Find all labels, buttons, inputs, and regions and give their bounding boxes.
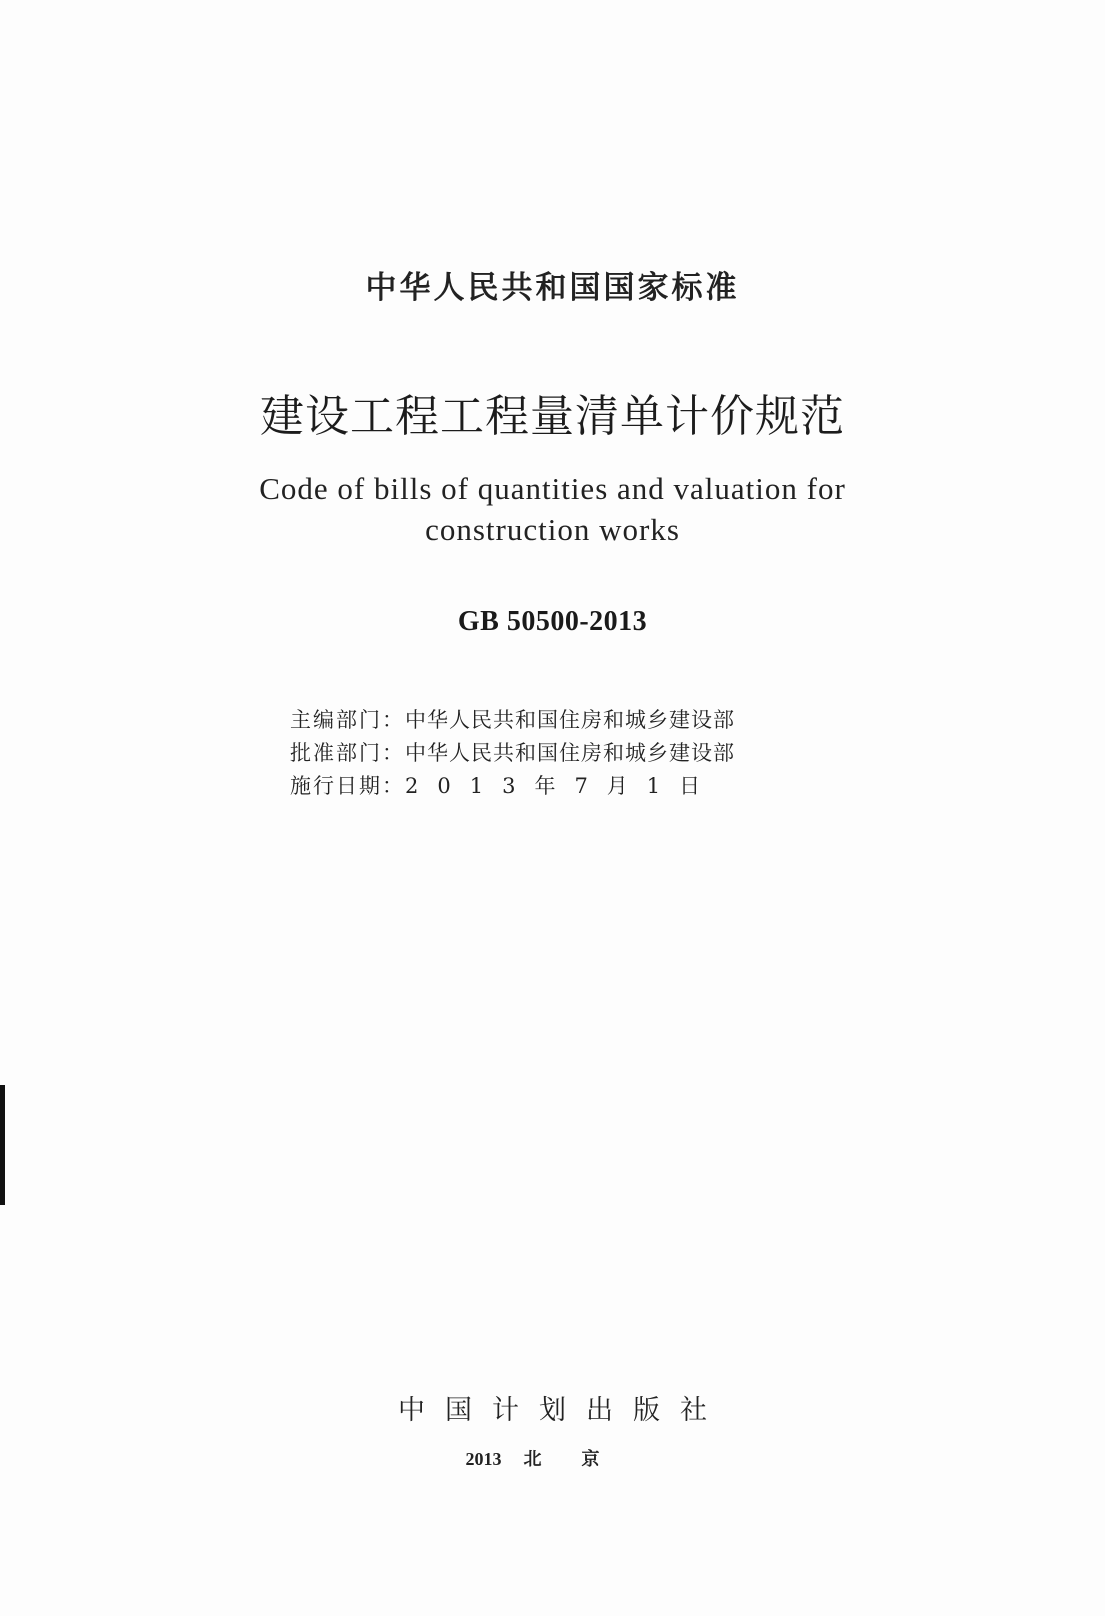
- meta-row-editor: [290, 702, 735, 735]
- scan-edge-mark: [0, 1085, 5, 1205]
- imprint-year: 2013: [465, 1449, 502, 1469]
- publisher-name: 中国计划出版社: [398, 1395, 727, 1426]
- standard-series-heading: 中华人民共和国国家标准: [365, 270, 740, 306]
- meta-value: 中华人民共和国住房和城乡建设部: [405, 707, 735, 732]
- title-english-line-2: construction works: [425, 512, 680, 547]
- meta-label: 施行日期：: [290, 773, 405, 798]
- meta-label: 批准部门：: [290, 740, 405, 765]
- title-english-line-1: Code of bills of quantities and valuation for: [259, 471, 846, 506]
- meta-row-effective-date: [290, 768, 735, 801]
- meta-value: 2013年7月1日: [405, 773, 720, 798]
- publication-meta: [290, 702, 735, 801]
- standard-code: GB 50500-2013: [457, 606, 648, 637]
- meta-value: 中华人民共和国住房和城乡建设部: [405, 740, 735, 765]
- document-title-chinese: 建设工程工程量清单计价规范: [260, 391, 845, 442]
- meta-label: 主编部门：: [290, 707, 405, 732]
- meta-row-approver: [290, 735, 735, 768]
- imprint-city: 北京: [523, 1449, 640, 1469]
- document-title-english: [0, 468, 1105, 550]
- imprint-line: [0, 1445, 1105, 1471]
